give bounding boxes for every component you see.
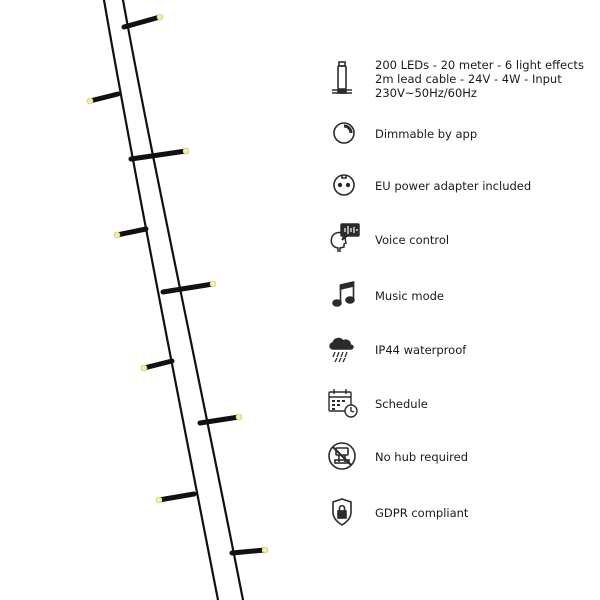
led-bulb-icon [322,61,362,97]
music-note-icon [322,277,362,313]
led-bulb [262,547,268,553]
led-bulb [87,98,93,104]
rain-cloud-icon [322,331,362,367]
led-holder [117,229,146,235]
led-holder [159,494,194,500]
dimmable-label: Dimmable by app [375,127,478,141]
voice-control-icon [322,221,362,257]
eu-plug-icon [322,167,362,203]
led-holder [124,17,160,27]
eu-adapter-label: EU power adapter included [375,179,532,193]
led-bulb [114,232,120,238]
no-hub-icon [322,438,362,474]
specs-line-2: 2m lead cable - 24V - 4W - Input [375,72,562,86]
schedule-label: Schedule [375,397,428,411]
led-holder [90,94,118,101]
shield-lock-icon [322,494,362,530]
waterproof-label: IP44 waterproof [375,343,467,357]
led-holder [232,550,265,553]
no-hub-label: No hub required [375,450,469,464]
led-bulb [157,14,163,20]
led-bulb [210,281,216,287]
led-holder [144,361,172,368]
led-bulb [183,148,189,154]
dimmer-dial-icon [322,115,362,151]
led-holder [131,151,186,159]
cable-right [123,0,243,600]
calendar-clock-icon [322,385,362,421]
specs-line-3: 230V~50Hz/60Hz [375,86,477,100]
cable-left [104,0,218,600]
music-mode-label: Music mode [375,289,444,303]
voice-control-label: Voice control [375,233,450,247]
led-bulb [141,365,147,371]
led-holder [163,284,213,292]
gdpr-label: GDPR compliant [375,506,469,520]
led-bulb [156,497,162,503]
led-bulb [236,414,242,420]
specs-line-1: 200 LEDs - 20 meter - 6 light effects [375,58,584,72]
